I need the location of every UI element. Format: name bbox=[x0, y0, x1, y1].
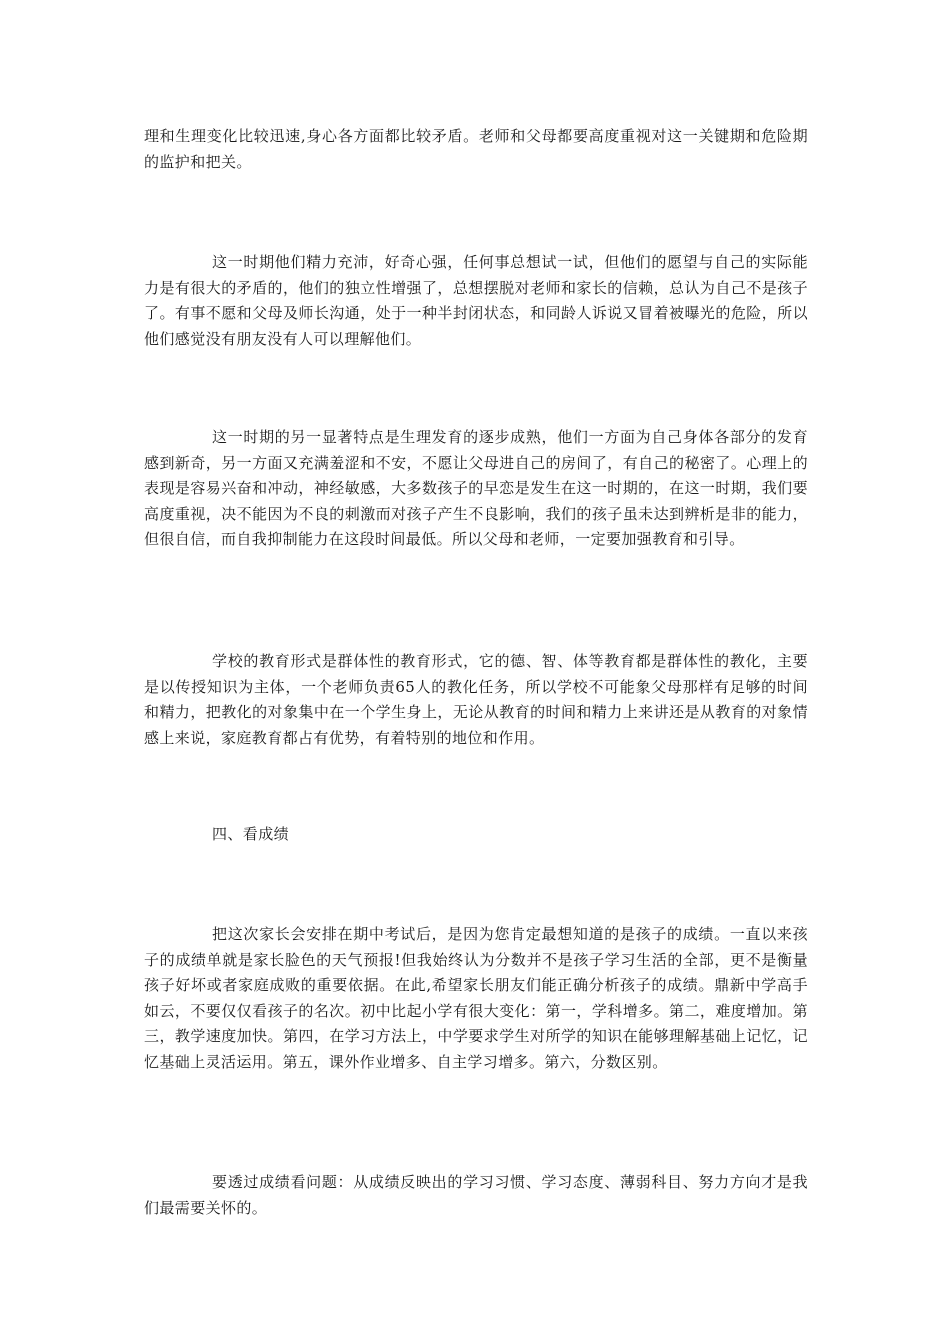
paragraph-continuation: 理和生理变化比较迅速,身心各方面都比较矛盾。老师和父母都要高度重视对这一关键期和危险期的监护和把关。 bbox=[144, 127, 808, 171]
paragraph-school-education: 学校的教育形式是群体性的教育形式，它的德、智、体等教育都是群体性的教化，主要是以传授知识为主体，一个老师负责65人的教化任务，所以学校不可能象父母那样有足够的时间和精力，把教化的对象集中在一个学生身上，无论从教育的时间和精力上来讲还是从教育的对象情感上来说，家庭教育都占有优势，有着特别的地位和作用。 bbox=[144, 652, 808, 747]
paragraph-conclusion: 要透过成绩看问题：从成绩反映出的学习习惯、学习态度、薄弱科目、努力方向才是我们最需要关怀的。 bbox=[144, 1173, 808, 1217]
paragraph-independence: 这一时期他们精力充沛，好奇心强，任何事总想试一试，但他们的愿望与自己的实际能力是有很大的矛盾的，他们的独立性增强了，总想摆脱对老师和家长的信赖，总认为自己不是孩子了。有事不愿和父母及师长沟通，处于一种半封闭状态，和同龄人诉说又冒着被曝光的危险，所以他们感觉没有朋友没有人可以理解他们。 bbox=[144, 253, 808, 348]
paragraph-grades: 把这次家长会安排在期中考试后，是因为您肯定最想知道的是孩子的成绩。一直以来孩子的成绩单就是家长脸色的天气预报!但我始终认为分数并不是孩子学习生活的全部，更不是衡量孩子好坏或者家庭成败的重要依据。在此,希望家长朋友们能正确分析孩子的成绩。鼎新中学高手如云，不要仅仅看孩子的名次。初中比起小学有很大变化：第一，学科增多。第二，难度增加。第三，教学速度加快。第四，在学习方法上，中学要求学生对所学的知识在能够理解基础上记忆，记忆基础上灵活运用。第五，课外作业增多、自主学习增多。第六，分数区别。 bbox=[144, 925, 808, 1071]
section-heading: 四、看成绩 bbox=[212, 825, 290, 843]
paragraph-physiology: 这一时期的另一显著特点是生理发育的逐步成熟，他们一方面为自己身体各部分的发育感到新奇，另一方面又充满羞涩和不安，不愿让父母进自己的房间了，有自己的秘密了。心理上的表现是容易兴奋和冲动，神经敏感，大多数孩子的早恋是发生在这一时期的，在这一时期，我们要高度重视，决不能因为不良的刺激而对孩子产生不良影响，我们的孩子虽未达到辨析是非的能力，但很自信，而自我抑制能力在这段时间最低。所以父母和老师，一定要加强教育和引导。 bbox=[144, 428, 808, 548]
